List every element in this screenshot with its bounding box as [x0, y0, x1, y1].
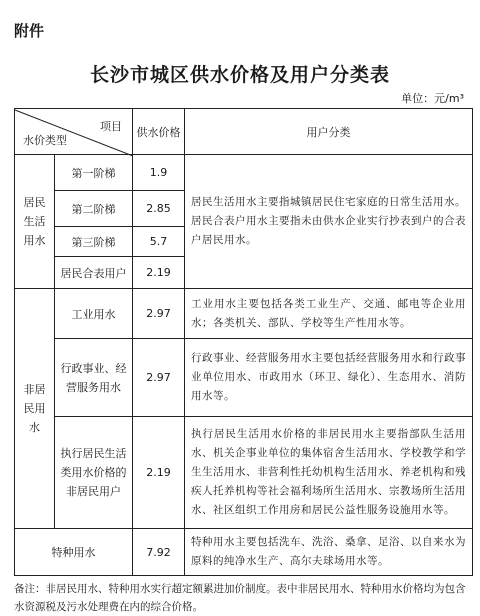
diagonal-header-cell [15, 109, 133, 155]
non-residential-group-label: 非居民用水 [15, 289, 55, 529]
table-row [15, 155, 473, 191]
unit-label: 单位：元/m³ [401, 92, 464, 105]
residential-group-label: 居民生活用水 [15, 155, 55, 289]
item-description: 执行居民生活用水价格的非居民用水主要指部队生活用水、机关企事业单位的集体宿舍生活用水、学校教学和学生生活用水、非营利性托幼机构生活用水、养老机构和残疾人托养机构等社会福利场所生活用水、宗教场所生活用水、社区组织工作用房和居民公益性服务设施用水等。 [185, 417, 473, 529]
table-header-row [15, 109, 473, 155]
item-price: 2.97 [133, 289, 185, 339]
footnote: 备注：非居民用水、特种用水实行超定额累进加价制度。表中非居民用水、特种用水价格均为包含水资源税及污水处理费在内的综合价格。 [14, 583, 466, 613]
page-title: 长沙市城区供水价格及用户分类表 [89, 64, 390, 86]
special-description: 特种用水主要包括洗车、洗浴、桑拿、足浴、以自来水为原料的纯净水生产、高尔夫球场用水等。 [185, 529, 473, 576]
header-price: 供水价格 [133, 109, 185, 155]
attachment-label: 附件 [14, 22, 45, 40]
tier-name: 居民合表用户 [55, 257, 133, 289]
tier-price: 5.7 [133, 227, 185, 257]
header-category: 用户分类 [185, 109, 473, 155]
tier-price: 1.9 [133, 155, 185, 191]
header-type-label: 水价类型 [23, 133, 67, 147]
item-description: 工业用水主要包括各类工业生产、交通、邮电等企业用水；各类机关、部队、学校等生产性用水等。 [185, 289, 473, 339]
table-row [15, 417, 473, 529]
table-row [15, 529, 473, 576]
table-row [15, 289, 473, 339]
special-name: 特种用水 [15, 529, 133, 576]
item-name: 行政事业、经营服务用水 [55, 339, 133, 417]
special-price: 7.92 [133, 529, 185, 576]
tier-price: 2.85 [133, 191, 185, 227]
item-name: 执行居民生活类用水价格的非居民用户 [55, 417, 133, 529]
tier-name: 第三阶梯 [55, 227, 133, 257]
header-item-label: 项目 [100, 119, 122, 133]
item-price: 2.97 [133, 339, 185, 417]
tier-name: 第一阶梯 [55, 155, 133, 191]
water-price-table [14, 108, 473, 576]
item-price: 2.19 [133, 417, 185, 529]
tier-price: 2.19 [133, 257, 185, 289]
item-name: 工业用水 [55, 289, 133, 339]
residential-description: 居民生活用水主要指城镇居民住宅家庭的日常生活用水。居民合表户用水主要指未由供水企业实行抄表到户的合表户居民用水。 [185, 155, 473, 289]
item-description: 行政事业、经营服务用水主要包括经营服务用水和行政事业单位用水、市政用水（环卫、绿化）、生态用水、消防用水等。 [185, 339, 473, 417]
tier-name: 第二阶梯 [55, 191, 133, 227]
table-row [15, 339, 473, 417]
